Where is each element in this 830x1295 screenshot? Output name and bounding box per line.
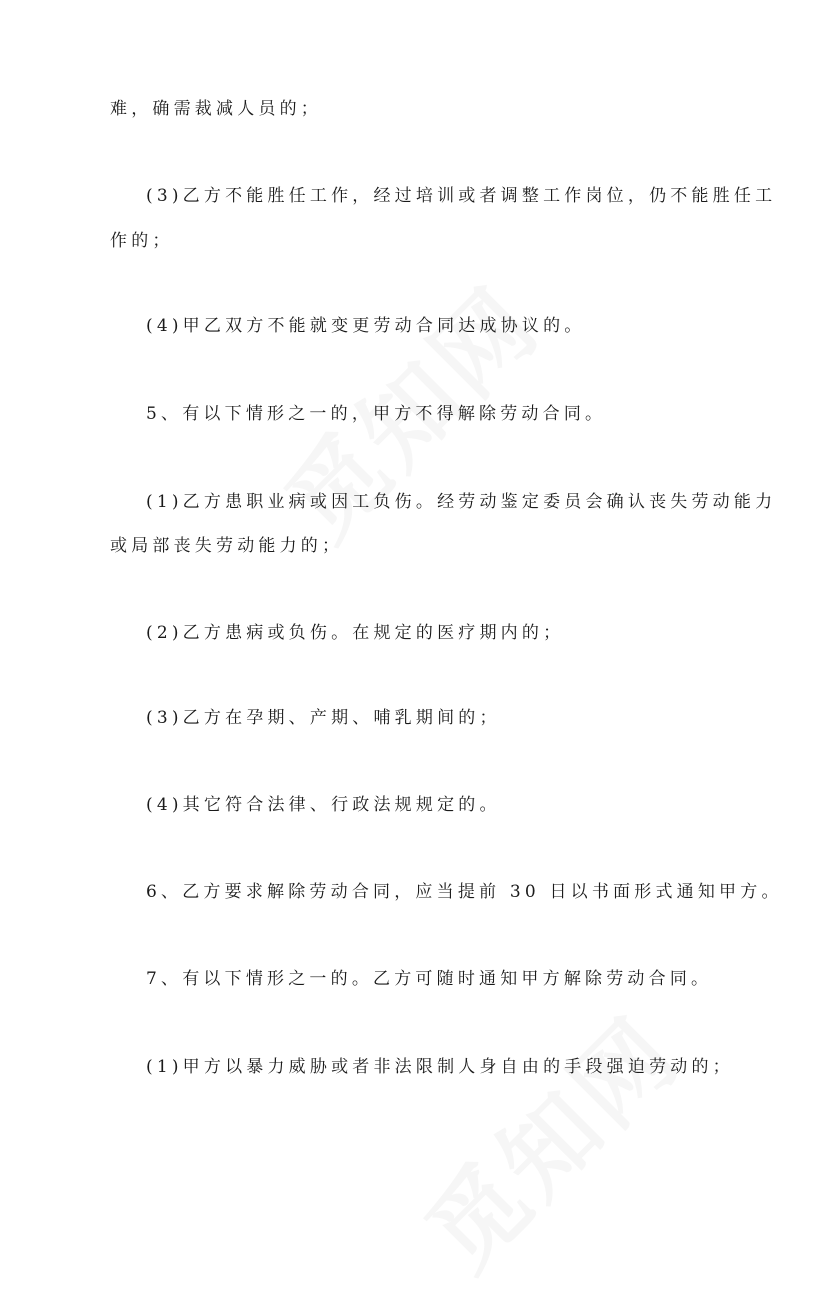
paragraph-line: (3)乙方在孕期、产期、哺乳期间的； (146, 708, 501, 728)
paragraph-line: 难，确需裁减人员的； (110, 99, 322, 119)
paragraph-line: 或局部丧失劳动能力的； (110, 536, 344, 556)
paragraph-line: 6、乙方要求解除劳动合同，应当提前 30 日以书面形式通知甲方。 (146, 882, 783, 902)
paragraph-line: (1)甲方以暴力威胁或者非法限制人身自由的手段强迫劳动的； (146, 1057, 734, 1077)
paragraph-line: (4)甲乙双方不能就变更劳动合同达成协议的。 (146, 316, 586, 336)
paragraph-line: 7、有以下情形之一的。乙方可随时通知甲方解除劳动合同。 (146, 969, 713, 989)
paragraph-line: (3)乙方不能胜任工作，经过培训或者调整工作岗位，仍不能胜任工 (146, 186, 777, 206)
paragraph-line: (2)乙方患病或负伤。在规定的医疗期内的； (146, 623, 565, 643)
paragraph-line: (1)乙方患职业病或因工负伤。经劳动鉴定委员会确认丧失劳动能力 (146, 492, 777, 512)
paragraph-line: 5、有以下情形之一的，甲方不得解除劳动合同。 (146, 404, 607, 424)
paragraph-line: (4)其它符合法律、行政法规规定的。 (146, 795, 501, 815)
paragraph-line: 作的； (110, 231, 174, 251)
watermark (391, 982, 704, 1295)
